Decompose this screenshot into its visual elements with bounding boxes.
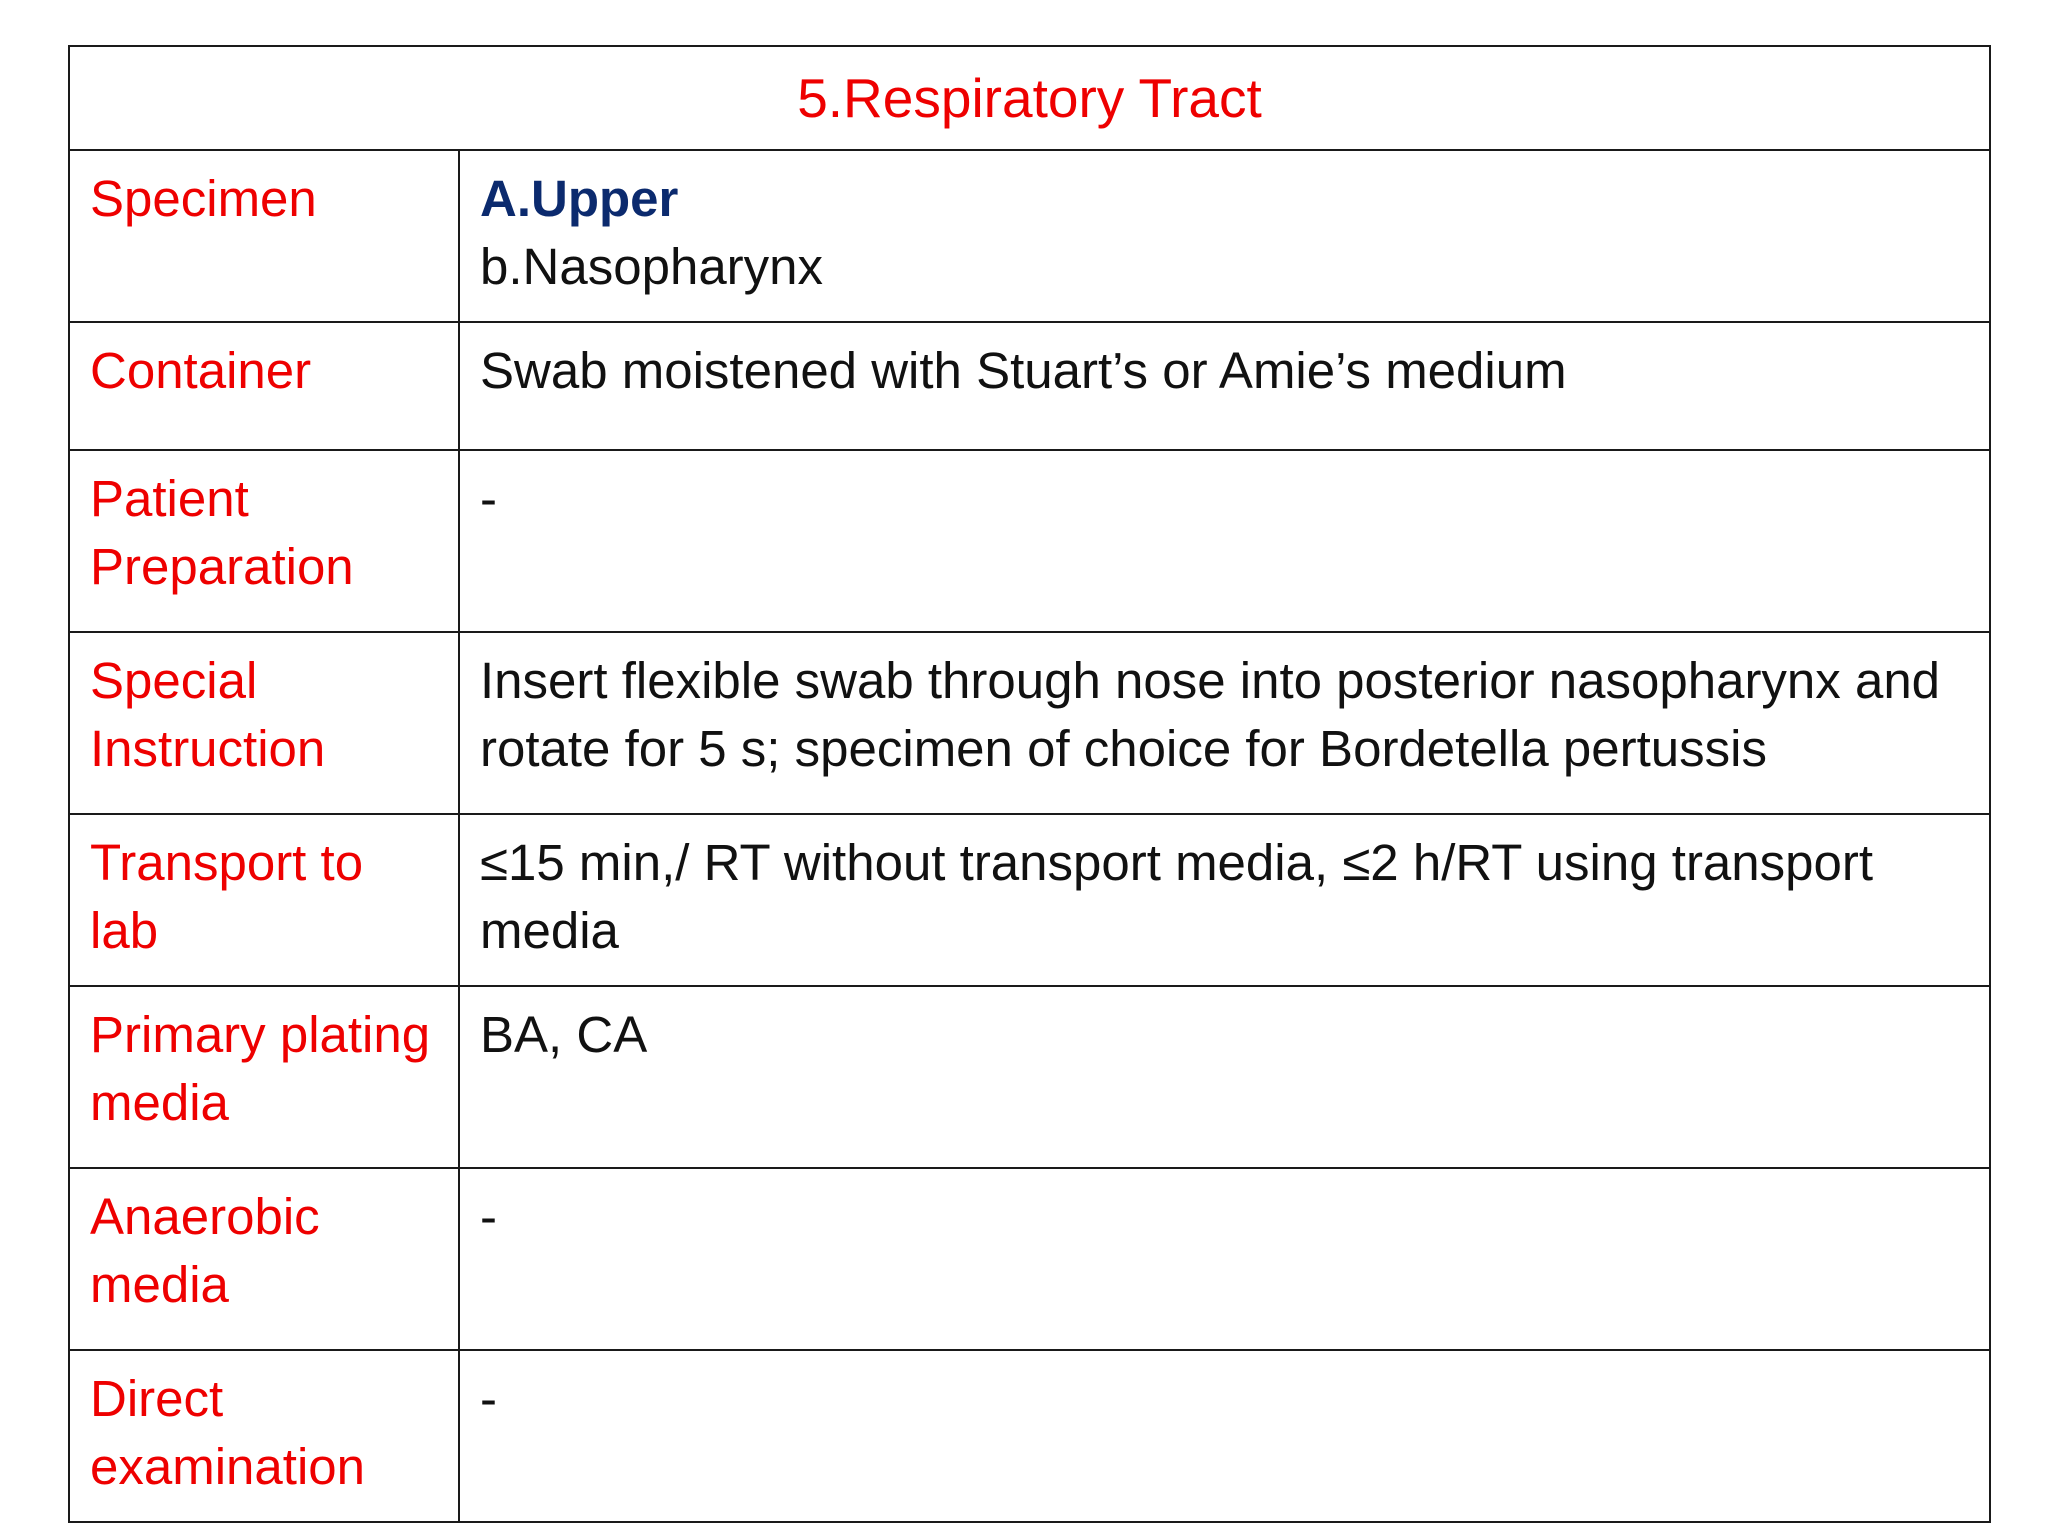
row-label-transport: Transport to lab xyxy=(69,814,459,986)
row-label-primary-plating-media: Primary plating media xyxy=(69,986,459,1168)
table-row xyxy=(69,450,1990,632)
row-label-anaerobic-media: Anaerobic media xyxy=(69,1168,459,1350)
table-title-row xyxy=(69,46,1990,150)
row-value-primary-plating-media: BA, CA xyxy=(459,986,1990,1168)
table-row xyxy=(69,1168,1990,1350)
row-label-container: Container xyxy=(69,322,459,450)
table-row xyxy=(69,1350,1990,1522)
table-row xyxy=(69,150,1990,322)
table-row xyxy=(69,986,1990,1168)
row-value-transport: ≤15 min,/ RT without transport media, ≤2 h/RT using transport media xyxy=(459,814,1990,986)
row-label-special-instruction: Special Instruction xyxy=(69,632,459,814)
row-value-specimen xyxy=(459,150,1990,322)
row-label-patient-preparation: Patient Preparation xyxy=(69,450,459,632)
row-value-direct-examination: - xyxy=(459,1350,1990,1522)
row-value-patient-preparation: - xyxy=(459,450,1990,632)
row-label-specimen: Specimen xyxy=(69,150,459,322)
table-row xyxy=(69,322,1990,450)
specimen-site: b.Nasopharynx xyxy=(480,238,824,295)
row-value-special-instruction: Insert flexible swab through nose into posterior nasopharynx and rotate for 5 s; specimen of choice for Bordetella pertussis xyxy=(459,632,1990,814)
row-value-container: Swab moistened with Stuart’s or Amie’s medium xyxy=(459,322,1990,450)
row-value-anaerobic-media: - xyxy=(459,1168,1990,1350)
specimen-heading: A.Upper xyxy=(480,170,679,227)
respiratory-tract-table xyxy=(68,45,1991,1523)
row-label-direct-examination: Direct examination xyxy=(69,1350,459,1522)
table-row xyxy=(69,632,1990,814)
table-row xyxy=(69,814,1990,986)
table-title: 5.Respiratory Tract xyxy=(69,46,1990,150)
